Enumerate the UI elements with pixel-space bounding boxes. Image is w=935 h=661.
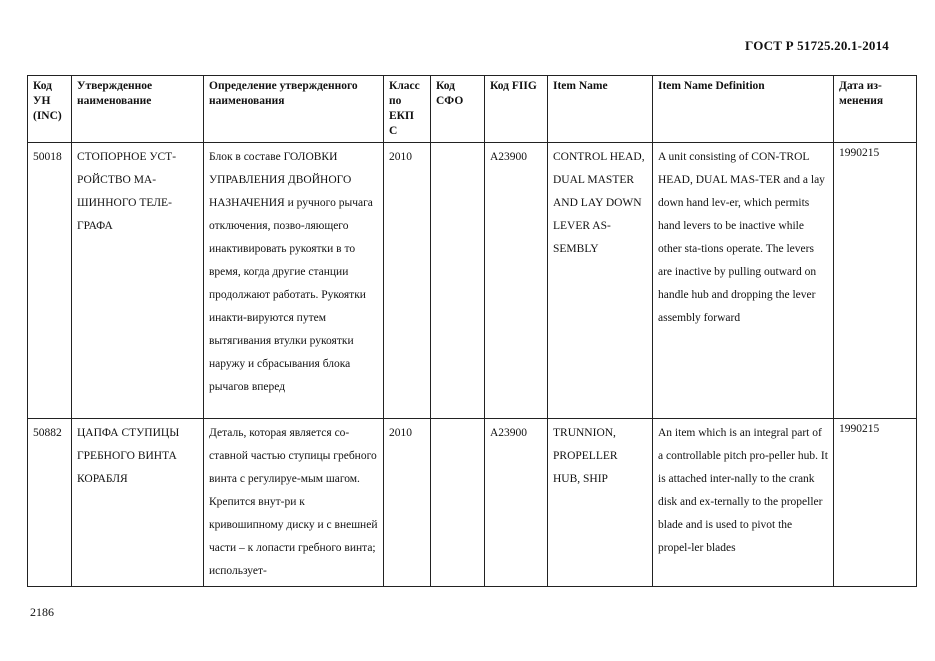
cell-definition: Блок в составе ГОЛОВКИ УПРАВЛЕНИЯ ДВОЙНОГО НАЗНАЧЕНИЯ и ручного рычага отключения, позво-ляющего инактивировать рукоятки в то время, когда другие станции продолжают работать. Рукоятки инакти-вируются путем вытягивания втулки рукоятки наружу и сбрасывания блока рычагов вперед [204,143,384,419]
page-number: 2186 [30,605,54,619]
col-header-fiig: Код FIIG [485,76,548,143]
cell-sfo [431,143,485,419]
cell-fiig: A23900 [485,143,548,419]
cell-item-definition: An item which is an integral part of a controllable pitch pro-peller hub. It is attached inter-nally to the crank disk and ex-ternally to the propeller blade and is used to pivot the propel-ler blades [653,419,834,587]
cell-item-name: CONTROL HEAD, DUAL MASTER AND LAY DOWN LEVER AS-SEMBLY [548,143,653,419]
document-code: ГОСТ Р 51725.20.1-2014 [745,38,889,53]
cell-date: 1990215 [834,419,917,587]
col-header-approved-name: Утвержденное наименование [72,76,204,143]
cell-item-definition: A unit consisting of CON-TROL HEAD, DUAL MAS-TER and a lay down hand lev-er, which permits hand levers to be inactive while other sta-tions operate. The levers are inactive by pulling outward on handle hub and dropping the lever assembly forward [653,143,834,419]
cell-item-name: TRUNNION, PROPELLER HUB, SHIP [548,419,653,587]
cell-date: 1990215 [834,143,917,419]
cell-approved-name: СТОПОРНОЕ УСТ-РОЙСТВО МА-ШИННОГО ТЕЛЕ-ГРАФА [72,143,204,419]
col-header-definition: Определение утвержденного наименования [204,76,384,143]
cell-class: 2010 [384,419,431,587]
cell-inc: 50018 [28,143,72,419]
cell-inc: 50882 [28,419,72,587]
cell-sfo [431,419,485,587]
cell-definition: Деталь, которая является со-ставной частью ступицы гребного винта с регулируе-мым шагом. Крепится внут-ри к кривошипному диску и с внешней части – к лопасти гребного винта; использует- [204,419,384,587]
table-row [28,143,917,419]
col-header-date: Дата из-менения [834,76,917,143]
col-header-sfo: Код СФО [431,76,485,143]
table-header-row [28,76,917,143]
cell-fiig: A23900 [485,419,548,587]
col-header-class: Класс по ЕКП С [384,76,431,143]
cell-approved-name: ЦАПФА СТУПИЦЫ ГРЕБНОГО ВИНТА КОРАБЛЯ [72,419,204,587]
col-header-item-name: Item Name [548,76,653,143]
col-header-inc: Код УН (INC) [28,76,72,143]
cell-class: 2010 [384,143,431,419]
table-row [28,419,917,587]
classification-table [27,75,917,587]
col-header-item-definition: Item Name Definition [653,76,834,143]
